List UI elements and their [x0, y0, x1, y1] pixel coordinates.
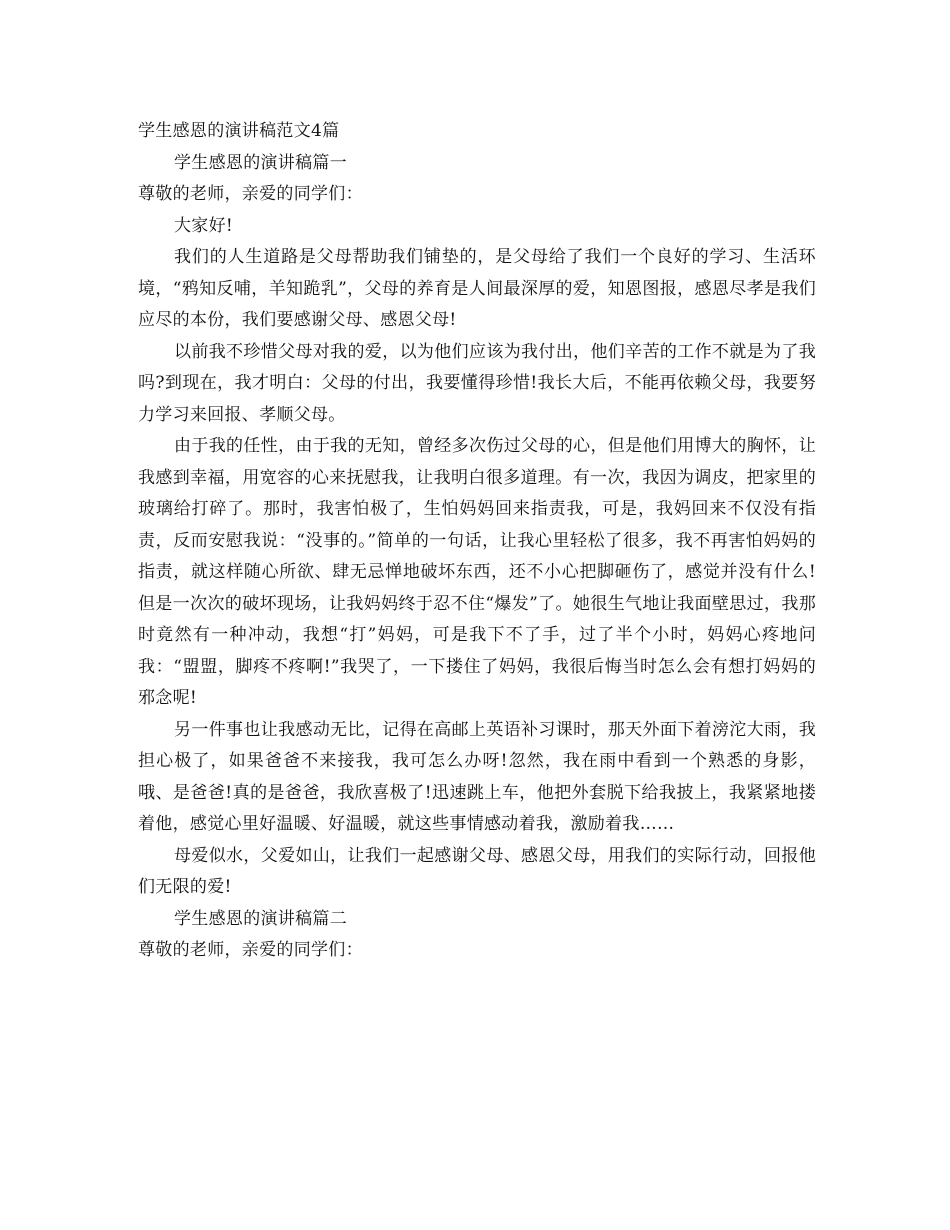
greeting-1: 大家好!: [174, 215, 234, 236]
paragraph-4: 另一件事也让我感动无比，记得在高邮上英语补习课时，那天外面下着滂沱大雨，我担心极了，如果爸爸不来接我，我可怎么办呀!忽然，我在雨中看到一个熟悉的身影，哦、是爸爸!真的是爸爸，我欣喜极了!迅速跳上车，他把外套脱下给我披上，我紧紧地搂着他，感觉心里好温暖、好温暖，就这些事情感动着我，激励着我……: [138, 719, 816, 834]
salutation-1: 尊敬的老师，亲爱的同学们：: [138, 184, 363, 204]
section-heading-1: 学生感恩的演讲稿篇一: [174, 152, 347, 173]
document-title: 学生感恩的演讲稿范文4篇: [138, 121, 340, 141]
section-heading-2: 学生感恩的演讲稿篇二: [174, 908, 347, 929]
paragraph-5: 母爱似水，父爱如山，让我们一起感谢父母、感恩父母，用我们的实际行动，回报他们无限的爱!: [138, 845, 816, 897]
salutation-2: 尊敬的老师，亲爱的同学们：: [138, 940, 363, 960]
paragraph-3: 由于我的任性，由于我的无知，曾经多次伤过父母的心，但是他们用博大的胸怀，让我感到幸福，用宽容的心来抚慰我，让我明白很多道理。有一次，我因为调皮，把家里的玻璃给打碎了。那时，我害怕极了，生怕妈妈回来指责我，可是，我妈回来不仅没有指责，反而安慰我说：“没事的。”简单的一句话，让我心里轻松了很多，我不再害怕妈妈的指责，就这样随心所欲、肆无忌惮地破坏东西，还不小心把脚砸伤了，感觉并没有什么!但是一次次的破坏现场，让我妈妈终于忍不住“爆发”了。她很生气地让我面壁思过，我那时竟然有一种冲动，我想“打”妈妈，可是我下不了手，过了半个小时，妈妈心疼地问我：“盟盟，脚疼不疼啊!”我哭了，一下搂住了妈妈，我很后悔当时怎么会有想打妈妈的邪念呢!: [138, 436, 816, 708]
document-body: [138, 116, 816, 967]
paragraph-1: 我们的人生道路是父母帮助我们铺垫的，是父母给了我们一个良好的学习、生活环境，“鸦知反哺，羊知跪乳”，父母的养育是人间最深厚的爱，知恩图报，感恩尽孝是我们应尽的本份，我们要感谢父母、感恩父母!: [138, 247, 816, 330]
paragraph-2: 以前我不珍惜父母对我的爱，以为他们应该为我付出，他们辛苦的工作不就是为了我吗?到现在，我才明白：父母的付出，我要懂得珍惜!我长大后，不能再依赖父母，我要努力学习来回报、孝顺父母。: [138, 341, 816, 425]
